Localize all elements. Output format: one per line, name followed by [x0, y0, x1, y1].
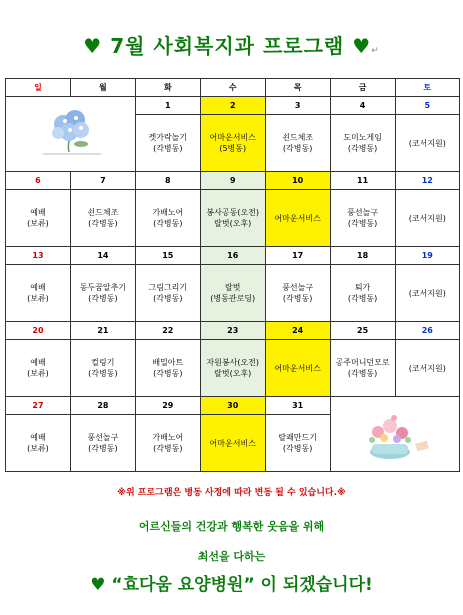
program-text: (각병동) [347, 219, 378, 228]
program-cell [265, 415, 330, 472]
program-text: 자원봉사(오전) [206, 358, 260, 367]
program-cell [265, 115, 330, 172]
day-number: 7 [70, 172, 135, 190]
program-text: 가배노어 [152, 208, 184, 217]
program-cell [395, 340, 459, 397]
program-row [6, 340, 460, 397]
date-row [6, 97, 460, 115]
program-text: 동두꿈알추기 [79, 283, 127, 292]
flower-pot-image [350, 406, 440, 462]
program-text: (보류) [27, 294, 49, 303]
program-cell [200, 415, 265, 472]
day-number: 12 [395, 172, 459, 190]
message-line-3 [0, 570, 463, 595]
program-row [6, 265, 460, 322]
program-text: (각병동) [282, 144, 313, 153]
closing-text: “효다움 요양병원” 이 되겠습니다! [111, 575, 373, 595]
program-cell [6, 340, 71, 397]
day-number: 28 [70, 397, 135, 415]
day-number: 31 [265, 397, 330, 415]
day-number: 8 [135, 172, 200, 190]
program-text: 공주머니던모로 [335, 358, 390, 367]
program-text: 예배 [30, 433, 46, 442]
program-text: 컬링기 [91, 358, 115, 367]
day-number: 29 [135, 397, 200, 415]
program-row [6, 190, 460, 247]
program-text: (각병동) [153, 444, 183, 453]
program-text: (코서지원) [408, 288, 446, 298]
program-text: 어마운서비스 [274, 213, 321, 223]
program-text: 랄쾌만드기 [278, 433, 317, 442]
day-number: 14 [70, 247, 135, 265]
message-line-2: 최선을 다하는 [197, 550, 266, 563]
program-cell [395, 265, 459, 322]
program-cell [200, 265, 265, 322]
program-text: (보류) [27, 369, 49, 378]
program-text: (각병동) [153, 369, 183, 378]
day-number: 2 [200, 97, 265, 115]
heart-icon: ♥ [352, 34, 372, 58]
day-number: 27 [6, 397, 71, 415]
program-text: (각병동) [347, 294, 378, 303]
program-text: (각병동) [282, 294, 313, 303]
program-cell [330, 265, 395, 322]
decoration-cell [6, 97, 136, 172]
program-cell [135, 265, 200, 322]
day-number: 9 [200, 172, 265, 190]
program-text: 어마운서비스 [274, 363, 321, 373]
program-cell [6, 265, 71, 322]
program-text: 풍선놀구 [282, 283, 314, 292]
program-cell [265, 190, 330, 247]
heart-icon: ♥ [90, 575, 106, 595]
day-number: 3 [265, 97, 330, 115]
heart-icon: ♥ [83, 34, 103, 58]
day-number: 20 [6, 322, 71, 340]
program-text: (코서지원) [408, 363, 446, 373]
day-number: 15 [135, 247, 200, 265]
day-number: 26 [395, 322, 459, 340]
program-text: 예배 [30, 358, 46, 367]
weekday-sat: 토 [395, 79, 459, 97]
program-text: 쇤드체조 [282, 133, 314, 142]
program-cell [200, 340, 265, 397]
program-cell [330, 190, 395, 247]
program-text: 랄벗(오후) [214, 369, 252, 378]
weekday-mon: 월 [70, 79, 135, 97]
program-text: 그림그리기 [148, 283, 188, 292]
program-cell [265, 340, 330, 397]
program-text: (각병동) [88, 219, 118, 228]
program-text: (각병동) [153, 219, 183, 228]
weekday-tue: 화 [135, 79, 200, 97]
program-text: (각병동) [88, 294, 118, 303]
day-number: 19 [395, 247, 459, 265]
program-text: 랄벗 [224, 283, 241, 292]
program-text: 도미노게임 [343, 133, 382, 142]
program-text: 랄벗(오후) [214, 219, 252, 228]
program-cell [330, 115, 395, 172]
program-text: 풍선놀구 [347, 208, 379, 217]
program-cell [6, 190, 71, 247]
hydrangea-image [29, 106, 111, 162]
day-number: 30 [200, 397, 265, 415]
program-cell [135, 190, 200, 247]
program-cell [135, 115, 200, 172]
program-text: (각병동) [282, 444, 313, 453]
weekday-header-row [6, 79, 460, 97]
notice-text: ※위 프로그램은 병동 사정에 따라 변동 될 수 있습니다.※ [117, 488, 346, 498]
date-row [6, 397, 460, 415]
program-text: (각병동) [88, 444, 118, 453]
program-text: (보류) [27, 219, 49, 228]
program-text: 가배노어 [152, 433, 184, 442]
message-line-1: 어르신들의 건강과 행복한 웃음을 위해 [138, 520, 325, 533]
program-cell [135, 415, 200, 472]
program-cell [135, 340, 200, 397]
program-text: (5병동) [219, 144, 247, 153]
page-title: ♥ 7월 사회복지과 프로그램 ♥↵ [83, 34, 380, 58]
day-number: 24 [265, 322, 330, 340]
program-cell [330, 340, 395, 397]
program-text: 어마운서비스 [209, 438, 256, 448]
program-cell [200, 115, 265, 172]
program-text: 켓가락놀기 [148, 133, 188, 142]
day-number: 6 [6, 172, 71, 190]
weekday-thu: 목 [265, 79, 330, 97]
program-cell [70, 415, 135, 472]
weekday-sun: 일 [6, 79, 71, 97]
program-cell [200, 190, 265, 247]
title-text: 7월 사회복지과 프로그램 [110, 34, 345, 58]
program-cell [70, 190, 135, 247]
program-text: 어마운서비스 [209, 133, 256, 142]
day-number: 11 [330, 172, 395, 190]
program-text: 배밀아트 [152, 358, 184, 367]
decoration-cell [330, 397, 459, 472]
day-number: 22 [135, 322, 200, 340]
day-number: 13 [6, 247, 71, 265]
day-number: 5 [395, 97, 459, 115]
program-text: (각병동) [153, 294, 183, 303]
program-text: (각병동) [153, 144, 183, 153]
program-cell [6, 415, 71, 472]
day-number: 1 [135, 97, 200, 115]
day-number: 21 [70, 322, 135, 340]
program-text: 퇴가 [354, 283, 371, 292]
day-number: 23 [200, 322, 265, 340]
day-number: 16 [200, 247, 265, 265]
program-text: 풍선놀구 [87, 433, 119, 442]
program-cell [265, 265, 330, 322]
day-number: 17 [265, 247, 330, 265]
calendar-table [5, 78, 460, 472]
program-text: 봉사공동(오전) [206, 208, 260, 217]
day-number: 10 [265, 172, 330, 190]
program-text: 쇤드체조 [87, 208, 119, 217]
program-cell [395, 115, 459, 172]
program-text: (코서지원) [408, 138, 446, 148]
program-text: 예배 [30, 208, 46, 217]
program-cell [70, 340, 135, 397]
date-row [6, 247, 460, 265]
day-number: 18 [330, 247, 395, 265]
weekday-fri: 금 [330, 79, 395, 97]
program-cell [70, 265, 135, 322]
program-cell [395, 190, 459, 247]
program-text: (병동관로딩) [210, 294, 256, 303]
program-text: (보류) [27, 444, 49, 453]
date-row [6, 172, 460, 190]
date-row [6, 322, 460, 340]
day-number: 25 [330, 322, 395, 340]
program-text: (각병동) [88, 369, 118, 378]
program-text: (각병동) [347, 369, 378, 378]
day-number: 4 [330, 97, 395, 115]
program-text: (코서지원) [408, 213, 446, 223]
program-text: (각병동) [347, 144, 378, 153]
program-text: 예배 [30, 283, 46, 292]
weekday-wed: 수 [200, 79, 265, 97]
